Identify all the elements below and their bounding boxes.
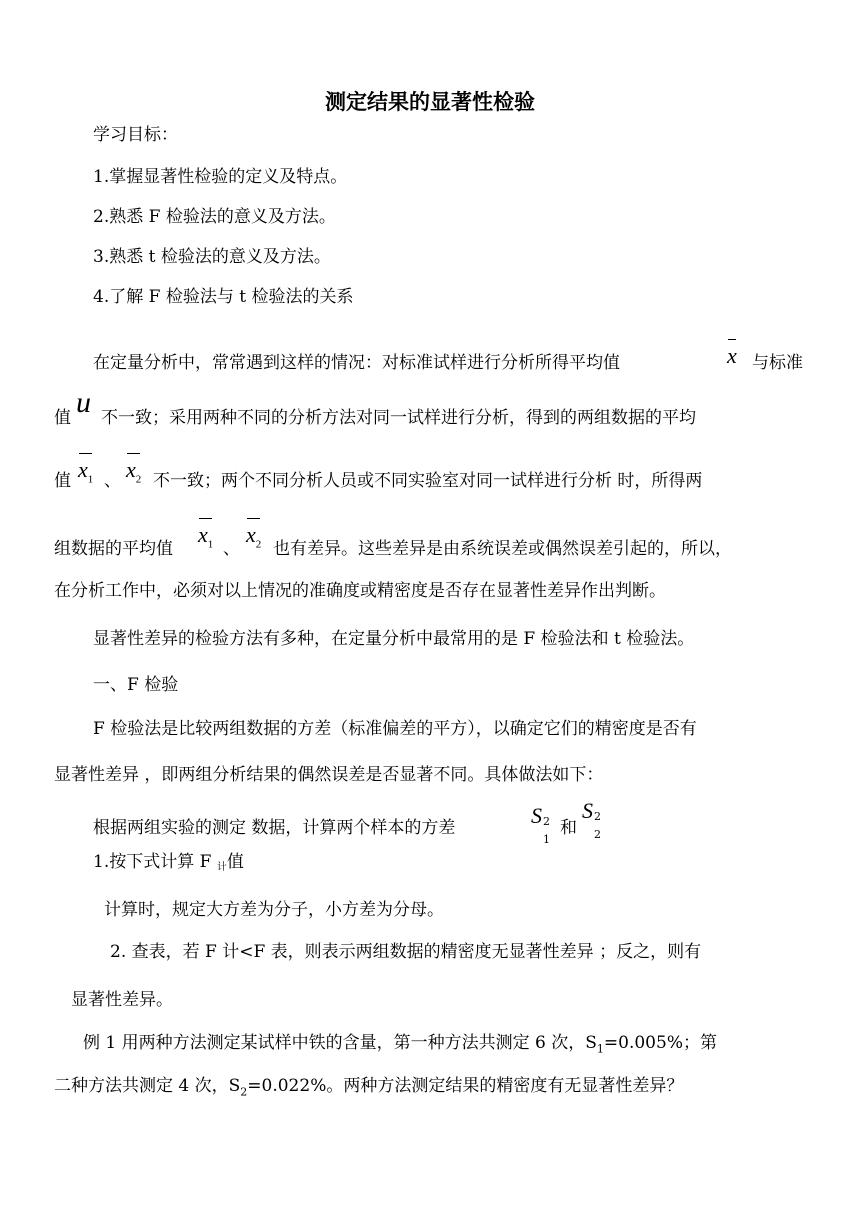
objectives-heading: 学习目标： [93,125,178,145]
section-heading: 一、F 检验 [93,675,179,695]
paragraph-text: 根据两组实验的测定 数据，计算两个样本的方差 [93,818,456,838]
objective-item: 4.了解 F 检验法与 t 检验法的关系 [93,287,354,307]
paragraph-text: 和 [560,818,577,838]
math-s1-squared: S 2 1 [531,803,550,846]
math-s2-squared: S 2 2 [582,798,601,841]
objective-item: 2.熟悉 F 检验法的意义及方法。 [93,207,336,227]
paragraph-text: 显著性差异的检验方法有多种，在定量分析中最常用的是 F 检验法和 t 检验法。 [93,629,695,649]
paragraph-text: 、 [104,471,121,491]
paragraph-text: 在分析工作中，必须对以上情况的准确度或精密度是否存在显著性差异作出判断。 [54,581,666,601]
paragraph-text: 组数据的平均值 [54,539,173,559]
paragraph-text: 在定量分析中，常常遇到这样的情况：对标准试样进行分析所得平均值 [93,353,620,373]
math-symbol: u [76,386,91,419]
objective-item: 3.熟悉 t 检验法的意义及方法。 [93,247,331,267]
paragraph-text: 不一致；采用两种不同的分析方法对同一试样进行分析，得到的两组数据的平均 [101,408,696,428]
example-1: 例 1 用两种方法测定某试样中铁的含量，第一种方法共测定 6 次，$S_1=0.005\%$；第 [83,1033,717,1056]
objective-item: 1.掌握显著性检验的定义及特点。 [93,167,348,187]
math-x2-bar [126,459,141,490]
note-text: 计算时，规定大方差为分子，小方差为分母。 [104,900,444,920]
page-title: 测定结果的显著性检验 [325,90,535,114]
step-2: 2. 查表，若 F 计<F 表，则表示两组数据的精密度无显著性差异 ；反之，则有 [110,942,702,962]
paragraph-text: 、 [223,539,240,559]
paragraph-text: F 检验法是比较两组数据的方差（标准偏差的平方），以确定它们的精密度是否有 [93,719,697,739]
math-x-bar [727,345,737,369]
math-x1-bar [78,459,93,490]
step-2-cont: 显著性差异。 [71,990,173,1010]
paragraph-text: 显著性差异 ，即两组分析结果的偶然误差是否显著不同。具体做法如下： [54,765,604,785]
paragraph-text: 值 [54,408,71,428]
step-1: 1.按下式计算 F 计值 [93,852,244,873]
math-u [76,386,91,419]
math-symbol: S [531,803,542,828]
math-symbol: x [727,343,737,368]
math-symbol: $x_1$ [78,459,93,490]
paragraph-text: 不一致；两个不同分析人员或不同实验室对同一试样进行分析 时，所得两 [153,471,703,491]
paragraph-text: 值 [54,471,71,491]
math-symbol: S [582,798,593,823]
math-symbol: $x_1$ [198,524,213,555]
example-1-cont: 二种方法共测定 4 次，$S_2=0.022\%$。两种方法测定结果的精密度有无显著性差异？ [54,1076,684,1099]
paragraph-text: 也有差异。这些差异是由系统误差或偶然误差引起的，所以， [273,539,732,559]
math-x2-bar [246,524,261,555]
paragraph-line [93,352,620,374]
math-symbol: $x_2$ [246,524,261,555]
paragraph-text: 与标准 [752,353,803,373]
math-x1-bar [198,524,213,555]
math-symbol: $x_2$ [126,459,141,490]
